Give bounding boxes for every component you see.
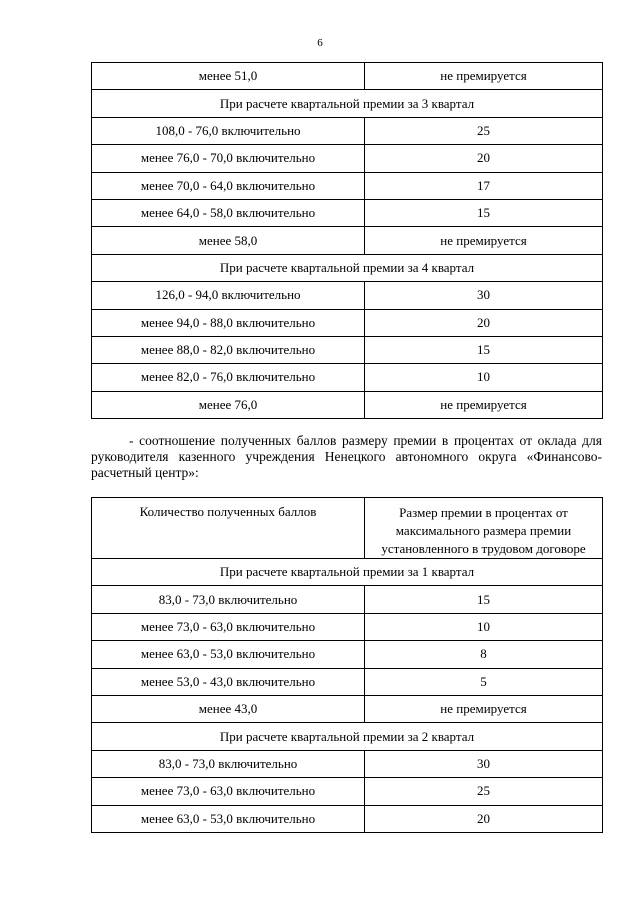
percent-cell: не премируется bbox=[365, 227, 603, 254]
score-cell: менее 70,0 - 64,0 включительно bbox=[92, 172, 365, 199]
score-cell: менее 73,0 - 63,0 включительно bbox=[92, 778, 365, 805]
page-number: 6 bbox=[317, 37, 323, 49]
bonus-table-q3-q4 bbox=[91, 62, 603, 419]
section-row bbox=[92, 723, 603, 750]
table-row bbox=[92, 199, 603, 226]
table-row bbox=[92, 309, 603, 336]
table-row bbox=[92, 282, 603, 309]
score-cell: менее 88,0 - 82,0 включительно bbox=[92, 336, 365, 363]
score-cell: менее 53,0 - 43,0 включительно bbox=[92, 668, 365, 695]
header-score-column: Количество полученных баллов bbox=[92, 498, 365, 559]
score-cell: 108,0 - 76,0 включительно bbox=[92, 117, 365, 144]
table-row bbox=[92, 613, 603, 640]
percent-cell: не премируется bbox=[365, 695, 603, 722]
table-row bbox=[92, 145, 603, 172]
table-row bbox=[92, 117, 603, 144]
bonus-table-q1-q2-body bbox=[92, 498, 603, 833]
percent-cell: 5 bbox=[365, 668, 603, 695]
percent-cell: 25 bbox=[365, 117, 603, 144]
percent-cell: 17 bbox=[365, 172, 603, 199]
table-row bbox=[92, 750, 603, 777]
score-cell: менее 63,0 - 53,0 включительно bbox=[92, 805, 365, 832]
score-cell: менее 63,0 - 53,0 включительно bbox=[92, 641, 365, 668]
table-row bbox=[92, 695, 603, 722]
table-row bbox=[92, 336, 603, 363]
percent-cell: не премируется bbox=[365, 63, 603, 90]
section-row bbox=[92, 254, 603, 281]
score-cell: менее 43,0 bbox=[92, 695, 365, 722]
percent-cell: 25 bbox=[365, 778, 603, 805]
percent-cell: 10 bbox=[365, 613, 603, 640]
table-row bbox=[92, 63, 603, 90]
percent-cell: 15 bbox=[365, 336, 603, 363]
percent-cell: 20 bbox=[365, 805, 603, 832]
section-row bbox=[92, 559, 603, 586]
section-title: При расчете квартальной премии за 1 квартал bbox=[92, 559, 603, 586]
header-percent-column: Размер премии в процентах от максимального размера премии установленного в трудовом договоре bbox=[365, 498, 603, 559]
table-header-row bbox=[92, 498, 603, 559]
table-row bbox=[92, 805, 603, 832]
percent-cell: 15 bbox=[365, 586, 603, 613]
bonus-ratio-paragraph: - соотношение полученных баллов размеру премии в процентах от оклада для руководителя казенного учреждения Ненецкого автономного округа «Финансово-расчетный центр»: bbox=[91, 433, 602, 480]
score-cell: 83,0 - 73,0 включительно bbox=[92, 586, 365, 613]
percent-cell: 30 bbox=[365, 282, 603, 309]
section-title: При расчете квартальной премии за 3 квартал bbox=[92, 90, 603, 117]
percent-cell: 10 bbox=[365, 364, 603, 391]
score-cell: менее 64,0 - 58,0 включительно bbox=[92, 199, 365, 226]
section-title: При расчете квартальной премии за 2 квартал bbox=[92, 723, 603, 750]
table-row bbox=[92, 586, 603, 613]
score-cell: менее 76,0 bbox=[92, 391, 365, 418]
table-row bbox=[92, 391, 603, 418]
score-cell: менее 58,0 bbox=[92, 227, 365, 254]
percent-cell: не премируется bbox=[365, 391, 603, 418]
score-cell: менее 51,0 bbox=[92, 63, 365, 90]
table-row bbox=[92, 227, 603, 254]
table-row bbox=[92, 364, 603, 391]
percent-cell: 8 bbox=[365, 641, 603, 668]
score-cell: менее 73,0 - 63,0 включительно bbox=[92, 613, 365, 640]
score-cell: 126,0 - 94,0 включительно bbox=[92, 282, 365, 309]
bonus-table-q1-q2 bbox=[91, 497, 603, 833]
percent-cell: 15 bbox=[365, 199, 603, 226]
score-cell: менее 76,0 - 70,0 включительно bbox=[92, 145, 365, 172]
percent-cell: 20 bbox=[365, 145, 603, 172]
percent-cell: 30 bbox=[365, 750, 603, 777]
section-row bbox=[92, 90, 603, 117]
bonus-table-q3-q4-body bbox=[92, 63, 603, 419]
table-row bbox=[92, 641, 603, 668]
score-cell: 83,0 - 73,0 включительно bbox=[92, 750, 365, 777]
table-row bbox=[92, 778, 603, 805]
score-cell: менее 94,0 - 88,0 включительно bbox=[92, 309, 365, 336]
score-cell: менее 82,0 - 76,0 включительно bbox=[92, 364, 365, 391]
table-row bbox=[92, 668, 603, 695]
table-row bbox=[92, 172, 603, 199]
percent-cell: 20 bbox=[365, 309, 603, 336]
section-title: При расчете квартальной премии за 4 квартал bbox=[92, 254, 603, 281]
